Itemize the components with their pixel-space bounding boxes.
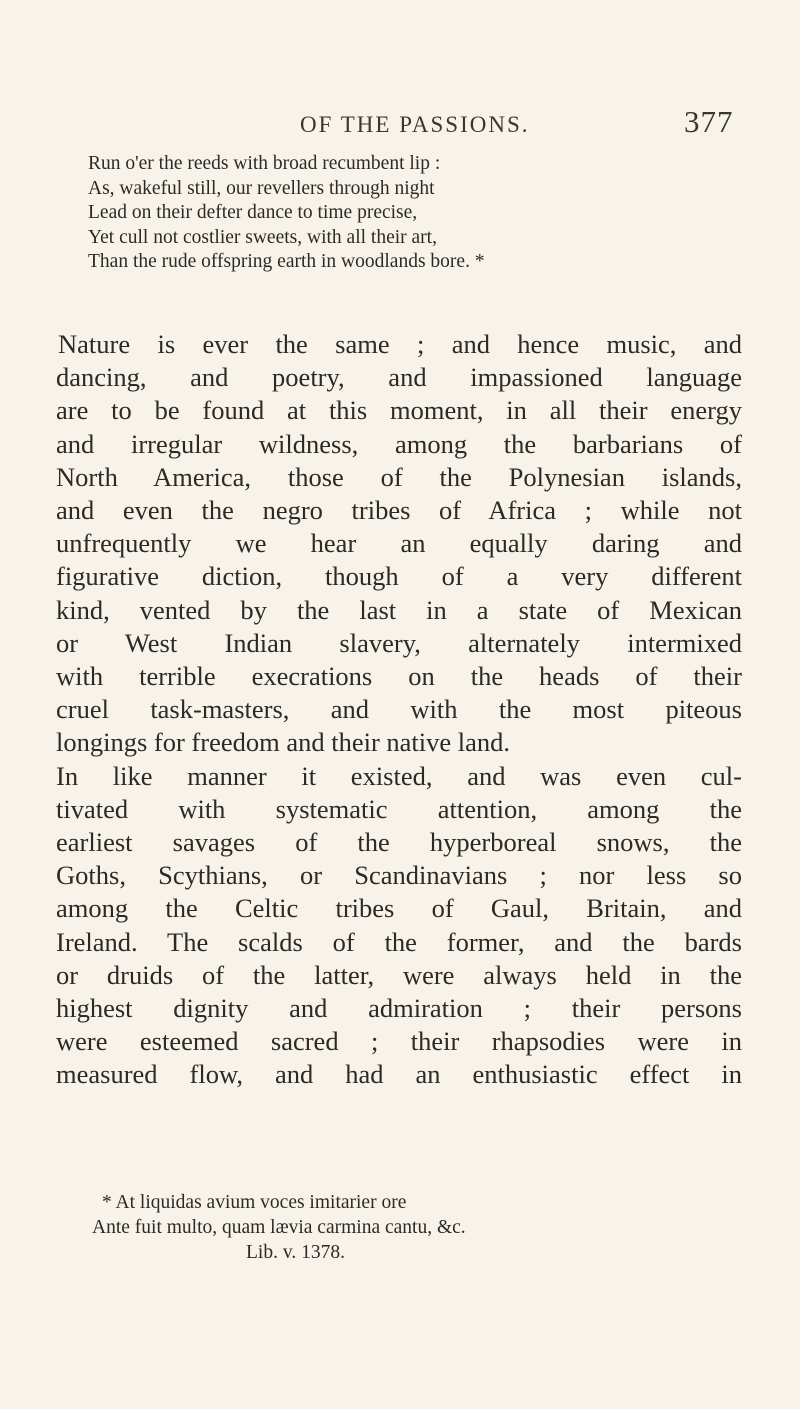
text-line: or druids of the latter, were always held in the <box>56 959 742 990</box>
text-line: Ireland. The scalds of the former, and the bards <box>56 926 742 957</box>
text-line: North America, those of the Polynesian islands, <box>56 461 742 492</box>
text-line: and even the negro tribes of Africa ; while not <box>56 495 742 526</box>
text-line: with terrible execrations on the heads of their <box>56 661 742 692</box>
footnote-reference: Lib. v. 1378. <box>246 1242 345 1263</box>
text-line: figurative diction, though of a very different <box>56 561 742 592</box>
text-line: were esteemed sacred ; their rhapsodies were in <box>56 1026 742 1057</box>
running-head: OF THE PASSIONS. <box>300 112 530 137</box>
text-line: In like manner it existed, and was even cul- <box>56 760 742 791</box>
body-text <box>56 328 742 1092</box>
verse-line: Than the rude offspring earth in woodlands bore. * <box>88 251 485 272</box>
text-line: dancing, and poetry, and impassioned language <box>56 362 742 393</box>
text-line: kind, vented by the last in a state of Mexican <box>56 594 742 625</box>
footnote-line: * At liquidas avium voces imitarier ore <box>102 1192 407 1213</box>
text-line: unfrequently we hear an equally daring and <box>56 528 742 559</box>
verse-line: Run o'er the reeds with broad recumbent lip : <box>88 153 441 174</box>
text-line: and irregular wildness, among the barbarians of <box>56 428 742 459</box>
text-line: highest dignity and admiration ; their persons <box>56 993 742 1024</box>
page-number: 377 <box>684 104 734 139</box>
text-line: earliest savages of the hyperboreal snows, the <box>56 827 742 858</box>
verse-line: Lead on their defter dance to time precise, <box>88 202 418 223</box>
text-line: longings for freedom and their native land. <box>56 727 511 758</box>
text-line: Goths, Scythians, or Scandinavians ; nor less so <box>56 860 742 891</box>
text-line: tivated with systematic attention, among the <box>56 793 742 824</box>
verse-line: Yet cull not costlier sweets, with all their art, <box>88 226 437 248</box>
text-line: measured flow, and had an enthusiastic effect in <box>56 1059 742 1090</box>
text-line: or West Indian slavery, alternately intermixed <box>56 627 742 658</box>
verse-line: As, wakeful still, our revellers through night <box>88 177 435 199</box>
footnote <box>92 1190 652 1265</box>
footnote-line: Ante fuit multo, quam lævia carmina cantu, &c. <box>92 1217 466 1238</box>
text-line: are to be found at this moment, in all their energy <box>56 395 742 426</box>
text-line: among the Celtic tribes of Gaul, Britain, and <box>56 893 742 924</box>
verse-quotation <box>88 152 728 275</box>
text-line: cruel task-masters, and with the most piteous <box>56 694 742 725</box>
text-line: Nature is ever the same ; and hence music, and <box>58 329 742 359</box>
